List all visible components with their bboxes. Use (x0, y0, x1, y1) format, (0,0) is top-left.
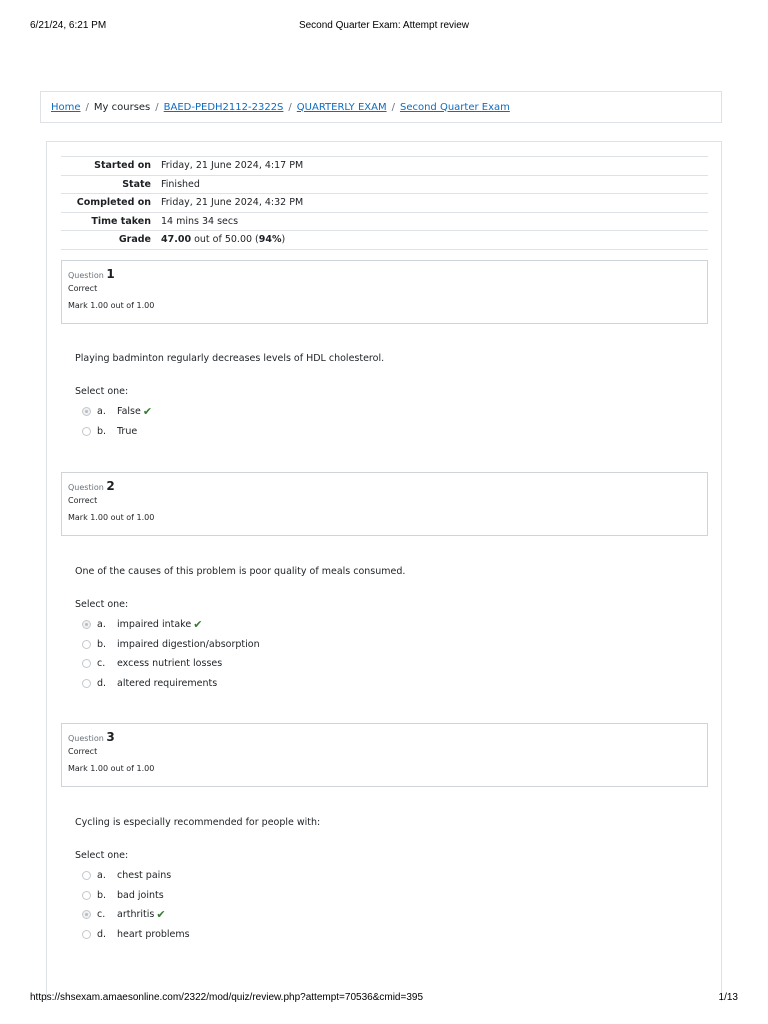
answer-option[interactable] (75, 886, 695, 906)
summary-value: Finished (161, 178, 200, 190)
summary-label: Started on (94, 160, 151, 172)
summary-row-started (61, 157, 708, 176)
question-content-2 (75, 566, 695, 693)
radio-button[interactable] (82, 679, 91, 688)
print-datetime: 6/21/24, 6:21 PM (30, 20, 107, 31)
answer-option[interactable] (75, 905, 695, 925)
summary-row-grade (61, 231, 708, 250)
print-header (30, 20, 738, 34)
answer-letter: a. (97, 870, 106, 882)
answer-list (75, 866, 695, 944)
question-number: Question 3 (68, 730, 115, 744)
question-state: Correct (68, 747, 98, 756)
select-one-prompt: Select one: (75, 386, 129, 397)
breadcrumb-separator: / (288, 101, 292, 113)
print-url: https://shsexam.amaesonline.com/2322/mod/quiz/review.php?attempt=70536&cmid=395 (30, 992, 424, 1003)
attempt-summary-table (61, 156, 708, 250)
answer-text: altered requirements (117, 677, 218, 689)
answer-text: True (117, 425, 138, 437)
answer-letter: d. (97, 928, 107, 940)
answer-letter: c. (97, 909, 106, 921)
answer-option[interactable] (75, 615, 695, 635)
radio-button[interactable] (82, 427, 91, 436)
question-text: Playing badminton regularly decreases levels of HDL cholesterol. (75, 353, 385, 364)
question-info-3 (61, 723, 708, 787)
question-mark: Mark 1.00 out of 1.00 (68, 301, 155, 310)
summary-row-completed (61, 194, 708, 213)
answer-letter: b. (97, 425, 107, 437)
question-mark: Mark 1.00 out of 1.00 (68, 513, 155, 522)
grade-out-of: out of 50.00 ( (191, 234, 259, 246)
breadcrumb-separator: / (155, 101, 159, 113)
radio-button-checked[interactable] (82, 910, 91, 919)
answer-letter: a. (97, 619, 106, 631)
question-state: Correct (68, 496, 98, 505)
print-page-title: Second Quarter Exam: Attempt review (298, 20, 470, 31)
correct-check-icon: ✔ (142, 405, 153, 419)
breadcrumb-home-link[interactable]: Home (51, 101, 81, 113)
print-footer (30, 992, 738, 1004)
grade-score: 47.00 (161, 234, 192, 246)
summary-value: Friday, 21 June 2024, 4:17 PM (161, 160, 304, 172)
answer-letter: d. (97, 677, 107, 689)
answer-text: bad joints (117, 889, 164, 901)
select-one-prompt: Select one: (75, 599, 129, 610)
correct-check-icon: ✔ (193, 618, 203, 632)
answer-option[interactable] (75, 925, 695, 945)
answer-text: impaired digestion/absorption (117, 638, 260, 650)
summary-label: Time taken (91, 215, 151, 227)
breadcrumb-separator: / (391, 101, 395, 113)
answer-letter: b. (97, 638, 107, 650)
radio-button[interactable] (82, 659, 91, 668)
answer-text: excess nutrient losses (117, 658, 223, 670)
answer-text: heart problems (117, 928, 190, 940)
answer-text: chest pains (117, 870, 172, 882)
question-number: Question 2 (68, 479, 115, 493)
answer-text: arthritis (117, 909, 155, 921)
summary-value: Friday, 21 June 2024, 4:32 PM (161, 197, 304, 209)
summary-row-state (61, 176, 708, 195)
answer-text: impaired intake (117, 619, 192, 631)
breadcrumb-separator: / (85, 101, 89, 113)
question-info-1 (61, 260, 708, 324)
summary-value (161, 234, 708, 245)
radio-button[interactable] (82, 871, 91, 880)
answer-letter: b. (97, 889, 107, 901)
breadcrumb-course-link[interactable]: BAED-PEDH2112-2322S (163, 101, 284, 113)
question-state: Correct (68, 284, 98, 293)
question-text: Cycling is especially recommended for people with: (75, 817, 321, 828)
summary-label: State (122, 178, 151, 190)
breadcrumb-quiz-link[interactable]: Second Quarter Exam (399, 101, 510, 113)
radio-button-checked[interactable] (82, 620, 91, 629)
breadcrumb-my-courses: My courses (93, 101, 151, 113)
answer-list (75, 402, 695, 441)
grade-close: ) (281, 234, 286, 246)
radio-button[interactable] (82, 640, 91, 649)
breadcrumb (40, 91, 722, 123)
breadcrumb-section-link[interactable]: QUARTERLY EXAM (296, 101, 387, 113)
print-page-number: 1/13 (718, 992, 738, 1003)
question-mark: Mark 1.00 out of 1.00 (68, 764, 155, 773)
question-content-1 (75, 353, 695, 441)
question-number: Question 1 (68, 267, 115, 281)
summary-value: 14 mins 34 secs (161, 215, 239, 227)
grade-percent: 94% (258, 234, 282, 246)
answer-option[interactable] (75, 422, 695, 442)
question-text: One of the causes of this problem is poor quality of meals consumed. (75, 566, 406, 577)
summary-label: Grade (118, 234, 151, 246)
radio-button-checked[interactable] (82, 407, 91, 416)
answer-option[interactable] (75, 402, 695, 422)
correct-check-icon: ✔ (156, 908, 166, 922)
question-info-2 (61, 472, 708, 536)
answer-letter: a. (97, 406, 106, 418)
summary-row-time-taken (61, 213, 708, 232)
answer-text: False (117, 406, 141, 418)
select-one-prompt: Select one: (75, 850, 129, 861)
radio-button[interactable] (82, 891, 91, 900)
radio-button[interactable] (82, 930, 91, 939)
question-content-3 (75, 817, 695, 944)
answer-option[interactable] (75, 635, 695, 655)
answer-option[interactable] (75, 654, 695, 674)
answer-letter: c. (97, 658, 106, 670)
answer-option[interactable] (75, 866, 695, 886)
summary-label: Completed on (76, 197, 151, 209)
answer-list (75, 615, 695, 693)
answer-option[interactable] (75, 674, 695, 694)
